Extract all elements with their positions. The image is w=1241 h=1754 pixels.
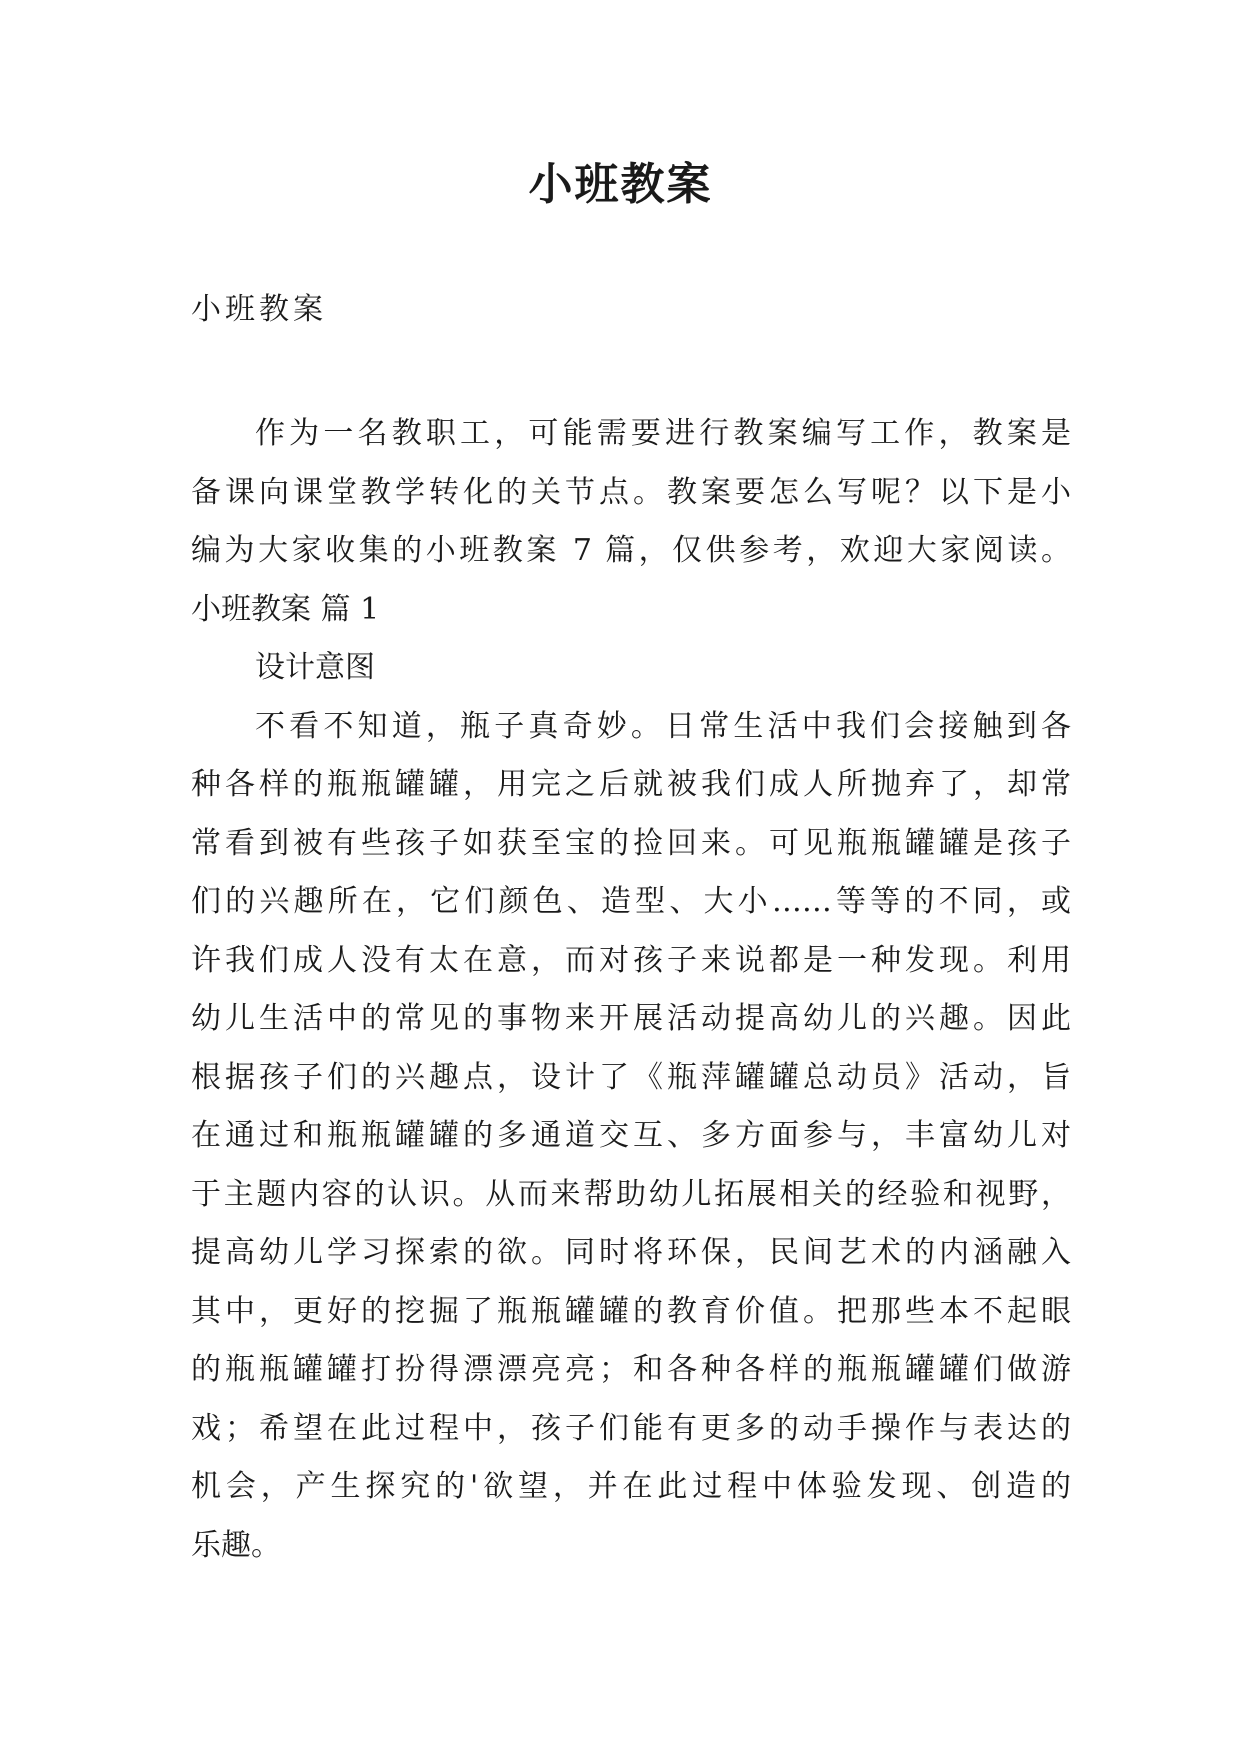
paragraph-line: 根据孩子们的兴趣点，设计了《瓶萍罐罐总动员》活动，旨 <box>191 1059 1071 1095</box>
paragraph-line: 乐趣。 <box>191 1527 281 1563</box>
document-body <box>191 405 1071 1575</box>
paragraph-line: 提高幼儿学习探索的欲。同时将环保，民间艺术的内涵融入 <box>191 1235 1071 1270</box>
paragraph-line: 备课向课堂教学转化的关节点。教案要怎么写呢？以下是小 <box>191 474 1071 510</box>
paragraph-line: 戏；希望在此过程中，孩子们能有更多的动手操作与表达的 <box>191 1410 1071 1446</box>
subsection-heading: 设计意图 <box>255 650 375 685</box>
paragraph-line: 机会，产生探究的'欲望，并在此过程中体验发现、创造的 <box>191 1469 1071 1504</box>
paragraph-line: 常看到被有些孩子如获至宝的捡回来。可见瓶瓶罐罐是孩子 <box>191 825 1071 861</box>
paragraph-line: 作为一名教职工，可能需要进行教案编写工作，教案是 <box>255 416 1071 451</box>
paragraph-line: 幼儿生活中的常见的事物来开展活动提高幼儿的兴趣。因此 <box>191 1001 1071 1036</box>
paragraph-line: 许我们成人没有太在意，而对孩子来说都是一种发现。利用 <box>191 942 1071 978</box>
paragraph-line: 的瓶瓶罐罐打扮得漂漂亮亮；和各种各样的瓶瓶罐罐们做游 <box>191 1352 1071 1387</box>
paragraph-line: 在通过和瓶瓶罐罐的多通道交互、多方面参与，丰富幼儿对 <box>191 1118 1071 1153</box>
paragraph-line: 不看不知道，瓶子真奇妙。日常生活中我们会接触到各 <box>255 708 1071 744</box>
paragraph-line: 们的兴趣所在，它们颜色、造型、大小……等等的不同，或 <box>191 884 1071 919</box>
document-subtitle: 小班教案 <box>191 292 327 327</box>
document-title: 小班教案 <box>528 159 713 210</box>
paragraph-line: 于主题内容的认识。从而来帮助幼儿拓展相关的经验和视野， <box>191 1176 1071 1212</box>
section-heading: 小班教案 篇 1 <box>191 591 380 627</box>
paragraph-line: 编为大家收集的小班教案 7 篇，仅供参考，欢迎大家阅读。 <box>191 533 1071 568</box>
paragraph-line: 其中，更好的挖掘了瓶瓶罐罐的教育价值。把那些本不起眼 <box>191 1293 1071 1329</box>
paragraph-line: 种各样的瓶瓶罐罐，用完之后就被我们成人所抛弃了，却常 <box>191 767 1071 802</box>
